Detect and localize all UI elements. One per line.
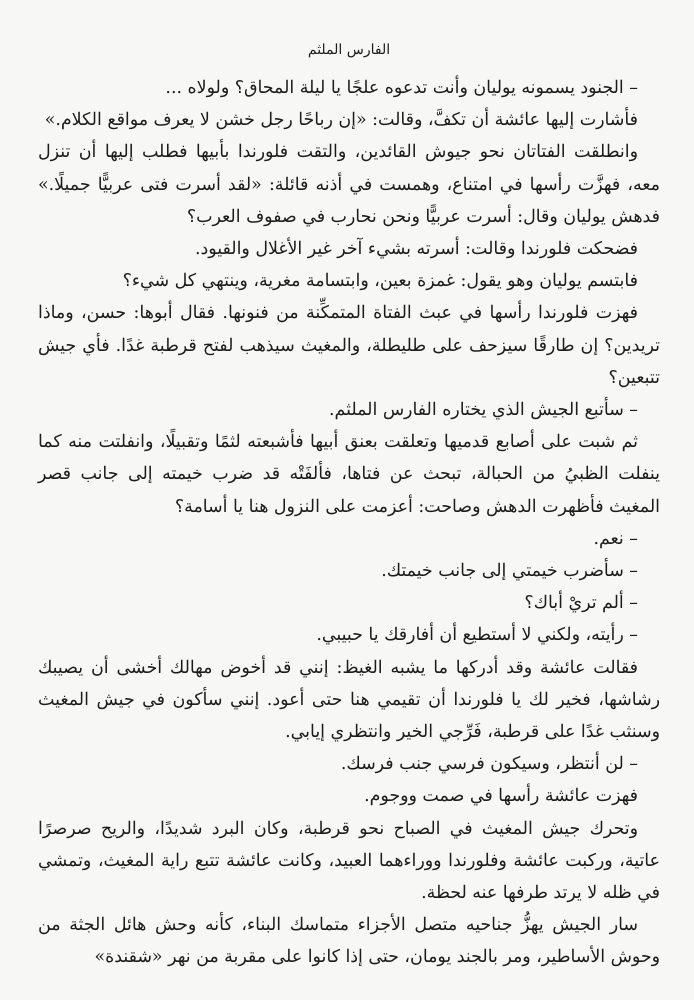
paragraph-dialog-12: – رأيته، ولكني لا أستطيع أن أفارقك يا حبيبي. xyxy=(316,625,638,646)
paragraph-dialog-7: – سأتبع الجيش الذي يختاره الفارس الملثم. xyxy=(329,400,638,421)
paragraph-15: فهزت عائشة رأسها في صمت ووجوم. xyxy=(364,786,638,807)
running-title: الفارس الملثم xyxy=(307,42,391,58)
paragraph-dialog-10: – سأضرب خيمتي إلى جانب خيمتك. xyxy=(381,561,638,582)
paragraph-4: فضحكت فلورندا وقالت: أسرته بشيء آخر غير الأغلال والقيود. xyxy=(194,239,638,260)
paragraph-13: فقالت عائشة وقد أدركها ما يشبه الغيظ: إنني قد أخوض مهالك أخشى أن يصيبك رشاشها، فخير لك يا فلورندا أن تقيمي هنا حتى أعود. إنني سأكون في جيش المغيث وسنثب غدًا على قرطبة، فَرِّجي الخير وانتظري إيابي. xyxy=(38,657,660,743)
paragraph-dialog-11: – ألم تريْ أباك؟ xyxy=(524,593,638,614)
paragraph-5: فابتسم يوليان وهو يقول: غمزة بعين، وابتسامة مغرية، وينتهي كل شيء؟ xyxy=(122,271,638,292)
paragraph-17: سار الجيش يهزُّ جناحيه متصل الأجزاء متماسك البناء، كأنه وحش هائل الجثة من وحوش الأساطير، ومر بالجند يومان، حتى إذا كانوا على مقربة من نهر «شقندة» xyxy=(38,915,660,968)
paragraph-3: وانطلقت الفتاتان نحو جيوش القائدين، والتقت فلورندا بأبيها فطلب إليها أن تنزل معه، فهزَّت رأسها في امتناع، وهمست في أذنه قائلة: «لقد أسرت فتى عربيًّا جميلًا.» فدهش يوليان وقال: أسرت عربيًّا ونحن نحارب في صفوف العرب؟ xyxy=(38,142,660,227)
paragraph-dialog-9: – نعم. xyxy=(593,528,638,549)
paragraph-dialog-1: – الجنود يسمونه يوليان وأنت تدعوه علجًا يا ليلة المحاق؟ ولولاه ... xyxy=(165,78,638,98)
paragraph-2: فأشارت إليها عائشة أن تكفَّ، وقالت: «إن رباحًا رجل خشن لا يعرف مواقع الكلام.» xyxy=(44,110,638,131)
paragraph-16: وتحرك جيش المغيث في الصباح نحو قرطبة، وكان البرد شديدًا، والريح صرصرًا عاتية، وركبت عائشة وفلورندا ووراءهما العبيد، وكانت عائشة تتبع راية المغيث، وتمشي في ظله لا يرتد طرفها عنه لحظة. xyxy=(38,818,660,904)
paragraph-6: فهزت فلورندا رأسها في عبث الفتاة المتمكِّنة من فنونها. فقال أبوها: حسن، وماذا تريدين؟ إن طارقًا سيزحف على طليطلة، والمغيث سيذهب لفتح قرطبة غدًا. فأي جيش تتبعين؟ xyxy=(38,303,660,388)
body-text xyxy=(38,72,660,974)
paragraph-8: ثم شبت على أصابع قدميها وتعلقت بعنق أبيها فأشبعته لثمًا وتقبيلًا، وانفلتت منه كما ينفلت الظبيُ من الحبالة، تبحث عن فتاها، فألفَتْه قد ضرب خيمته إلى جانب قصر المغيث فأظهرت الدهش وصاحت: أعزمت على النزول هنا يا أسامة؟ xyxy=(38,432,660,517)
paragraph-dialog-14: – لن أنتظر، وسيكون فرسي جنب فرسك. xyxy=(340,754,638,775)
